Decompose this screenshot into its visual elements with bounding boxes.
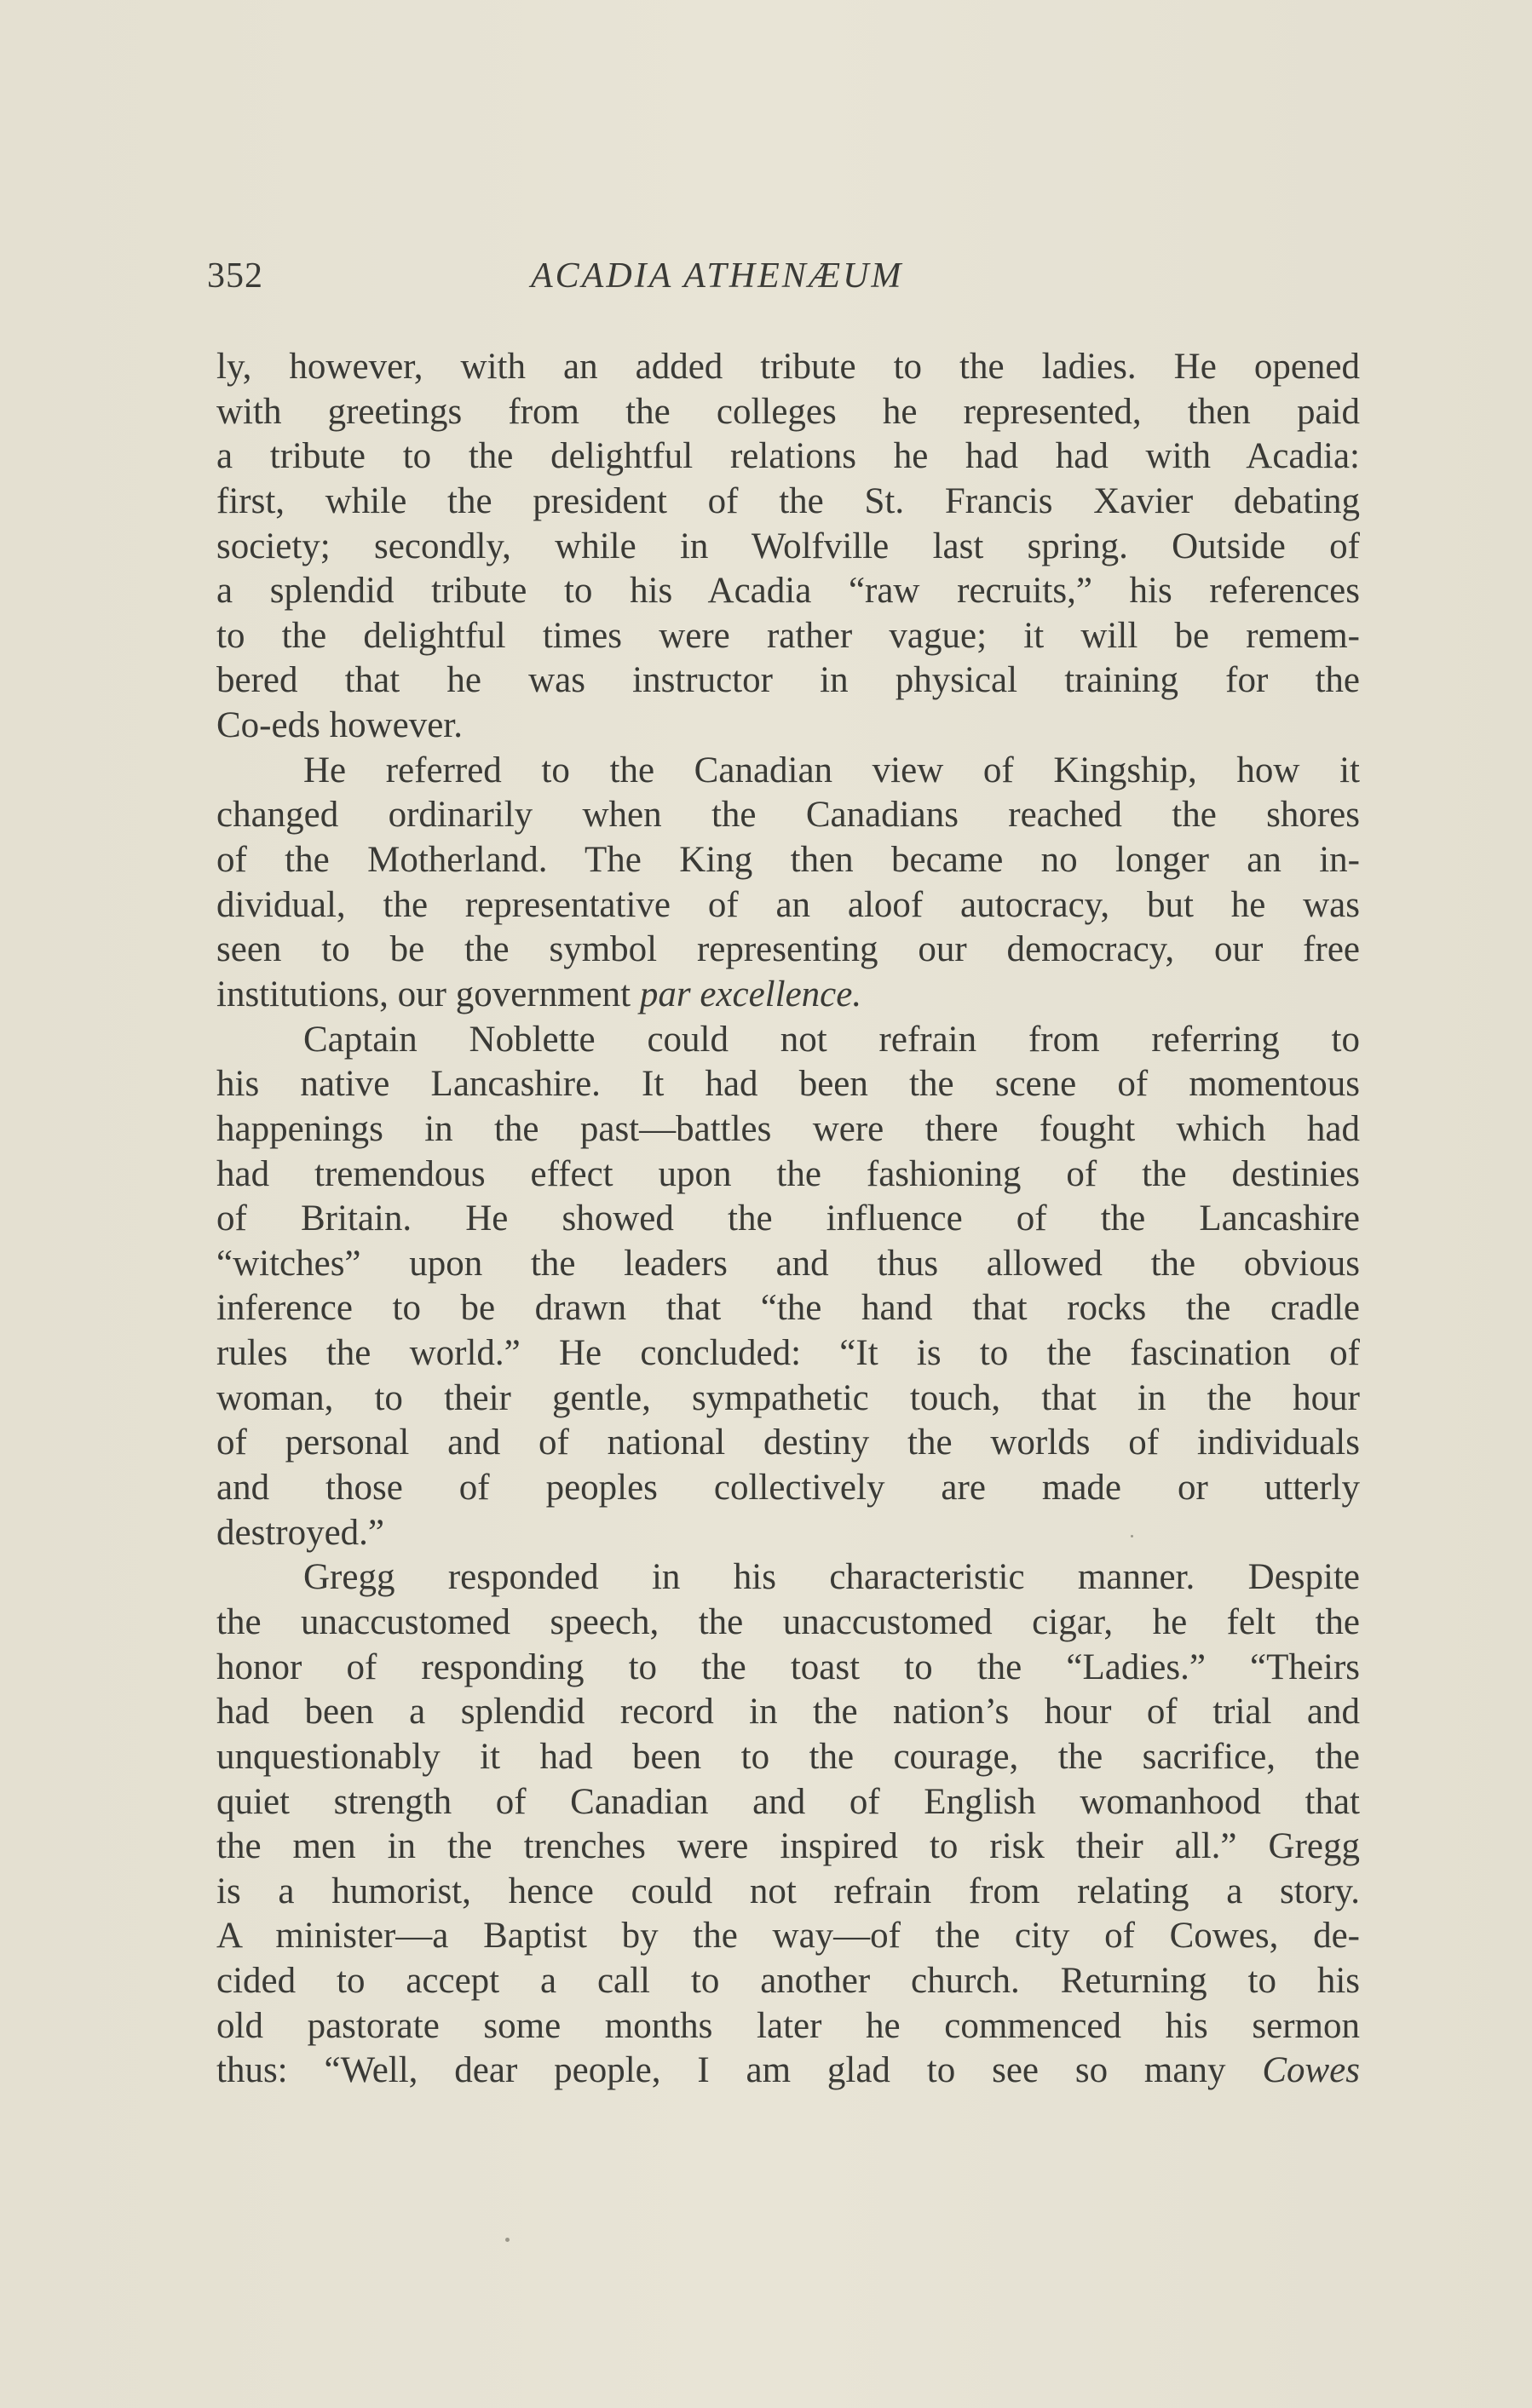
text-line-content: had tremendous effect upon the fashioning of the destinies bbox=[216, 1153, 1360, 1194]
text-line bbox=[216, 749, 1360, 794]
text-line-content: of personal and of national destiny the worlds of individuals bbox=[216, 1422, 1360, 1463]
text-line-content: rules the world.” He concluded: “It is to the fascination of bbox=[216, 1333, 1360, 1374]
text-line bbox=[216, 525, 1360, 570]
text-line-content: Gregg responded in his characteristic manner. Despite bbox=[303, 1557, 1360, 1598]
text-line-content: to the delightful times were rather vague; it will be remem- bbox=[216, 615, 1360, 656]
text-line bbox=[216, 928, 1360, 973]
text-line-content: dividual, the representative of an aloof autocracy, but he was bbox=[216, 884, 1360, 925]
text-line-content: of Britain. He showed the influence of the Lancashire bbox=[216, 1198, 1360, 1239]
text-line-content: a splendid tribute to his Acadia “raw recruits,” his references bbox=[216, 571, 1360, 612]
text-line-content: “witches” upon the leaders and thus allowed the obvious bbox=[216, 1243, 1360, 1284]
text-line bbox=[216, 1825, 1360, 1870]
text-line-content: He referred to the Canadian view of Kingship, how it bbox=[303, 750, 1360, 790]
text-line-content: had been a splendid record in the nation’s hour of trial and bbox=[216, 1692, 1360, 1733]
text-line bbox=[216, 1914, 1360, 1959]
text-line-content: Co-eds however. bbox=[216, 705, 463, 746]
text-line bbox=[216, 1421, 1360, 1466]
text-line-content: the unaccustomed speech, the unaccustomed cigar, he felt the bbox=[216, 1601, 1360, 1642]
paper-speck bbox=[505, 2238, 510, 2242]
running-header bbox=[207, 256, 1357, 307]
text-line-content: changed ordinarily when the Canadians reached the shores bbox=[216, 795, 1360, 836]
text-line-content: the men in the trenches were inspired to risk their all.” Gregg bbox=[216, 1826, 1360, 1867]
text-line-content: quiet strength of Canadian and of English womanhood that bbox=[216, 1781, 1360, 1822]
italic-phrase: Cowes bbox=[1262, 2050, 1360, 2091]
text-line-content: unquestionably it had been to the courage, the sacrifice, the bbox=[216, 1736, 1360, 1777]
text-line-content: destroyed.” bbox=[216, 1512, 385, 1553]
text-line-content: cided to accept a call to another church. Returning to his bbox=[216, 1961, 1360, 2002]
text-line bbox=[216, 1735, 1360, 1780]
paper-speck bbox=[1131, 1535, 1133, 1537]
page-number: 352 bbox=[207, 256, 263, 296]
text-line bbox=[216, 1152, 1360, 1198]
text-line bbox=[216, 1646, 1360, 1691]
body-text bbox=[216, 345, 1360, 2094]
text-line bbox=[216, 1376, 1360, 1422]
text-line bbox=[216, 1959, 1360, 2004]
text-line bbox=[216, 1601, 1360, 1646]
text-line-content: seen to be the symbol representing our democracy, our free bbox=[216, 929, 1360, 970]
text-line bbox=[216, 434, 1360, 480]
text-line-content: first, while the president of the St. Francis Xavier debating bbox=[216, 480, 1360, 521]
text-line-content: woman, to their gentle, sympathetic touch, that in the hour bbox=[216, 1377, 1360, 1418]
text-line bbox=[216, 569, 1360, 614]
text-line bbox=[216, 973, 1360, 1018]
text-line-content: honor of responding to the toast to the “Ladies.” “Theirs bbox=[216, 1647, 1360, 1687]
text-line-content: of the Motherland. The King then became no longer an in- bbox=[216, 840, 1360, 881]
text-line bbox=[216, 614, 1360, 659]
text-line bbox=[216, 1242, 1360, 1287]
text-line bbox=[216, 1555, 1360, 1601]
text-line-content: bered that he was instructor in physical training for the bbox=[216, 660, 1360, 701]
text-line bbox=[216, 793, 1360, 838]
text-line bbox=[216, 2004, 1360, 2049]
text-line bbox=[216, 883, 1360, 928]
text-line bbox=[216, 1466, 1360, 1511]
text-line bbox=[216, 1780, 1360, 1825]
text-line bbox=[216, 838, 1360, 883]
text-line-content: a tribute to the delightful relations he had had with Acadia: bbox=[216, 436, 1360, 477]
text-line bbox=[216, 1062, 1360, 1107]
text-line bbox=[216, 480, 1360, 525]
text-line bbox=[216, 1018, 1360, 1063]
text-line bbox=[216, 658, 1360, 704]
text-line bbox=[216, 1331, 1360, 1376]
text-line-content: institutions, our government bbox=[216, 974, 640, 1014]
text-line-content: society; secondly, while in Wolfville last spring. Outside of bbox=[216, 526, 1360, 566]
text-line bbox=[216, 1690, 1360, 1735]
text-line-content: happenings in the past—battles were there fought which had bbox=[216, 1108, 1360, 1149]
text-line-content: Captain Noblette could not refrain from referring to bbox=[303, 1019, 1360, 1060]
text-line bbox=[216, 345, 1360, 390]
text-line-content: A minister—a Baptist by the way—of the city of Cowes, de- bbox=[216, 1916, 1360, 1957]
text-line bbox=[216, 390, 1360, 435]
text-line-content: and those of peoples collectively are made or utterly bbox=[216, 1468, 1360, 1509]
text-line-content: old pastorate some months later he commenced his sermon bbox=[216, 2005, 1360, 2046]
text-line-content: ly, however, with an added tribute to the ladies. He opened bbox=[216, 347, 1360, 387]
italic-phrase: par excellence. bbox=[639, 974, 862, 1014]
text-line bbox=[216, 1107, 1360, 1152]
text-line-content: inference to be drawn that “the hand that rocks the cradle bbox=[216, 1288, 1360, 1329]
running-title: ACADIA ATHENÆUM bbox=[531, 256, 904, 296]
text-line bbox=[216, 704, 1360, 749]
text-line bbox=[216, 1286, 1360, 1331]
text-line-content: with greetings from the colleges he represented, then paid bbox=[216, 391, 1360, 432]
text-line bbox=[216, 1511, 1360, 1556]
text-line bbox=[216, 1197, 1360, 1242]
text-line bbox=[216, 1870, 1360, 1915]
text-line bbox=[216, 2049, 1360, 2094]
text-line-content: his native Lancashire. It had been the scene of momentous bbox=[216, 1064, 1360, 1105]
text-line-content: is a humorist, hence could not refrain from relating a story. bbox=[216, 1871, 1360, 1911]
text-line-content: thus: “Well, dear people, I am glad to see so many bbox=[216, 2050, 1263, 2091]
